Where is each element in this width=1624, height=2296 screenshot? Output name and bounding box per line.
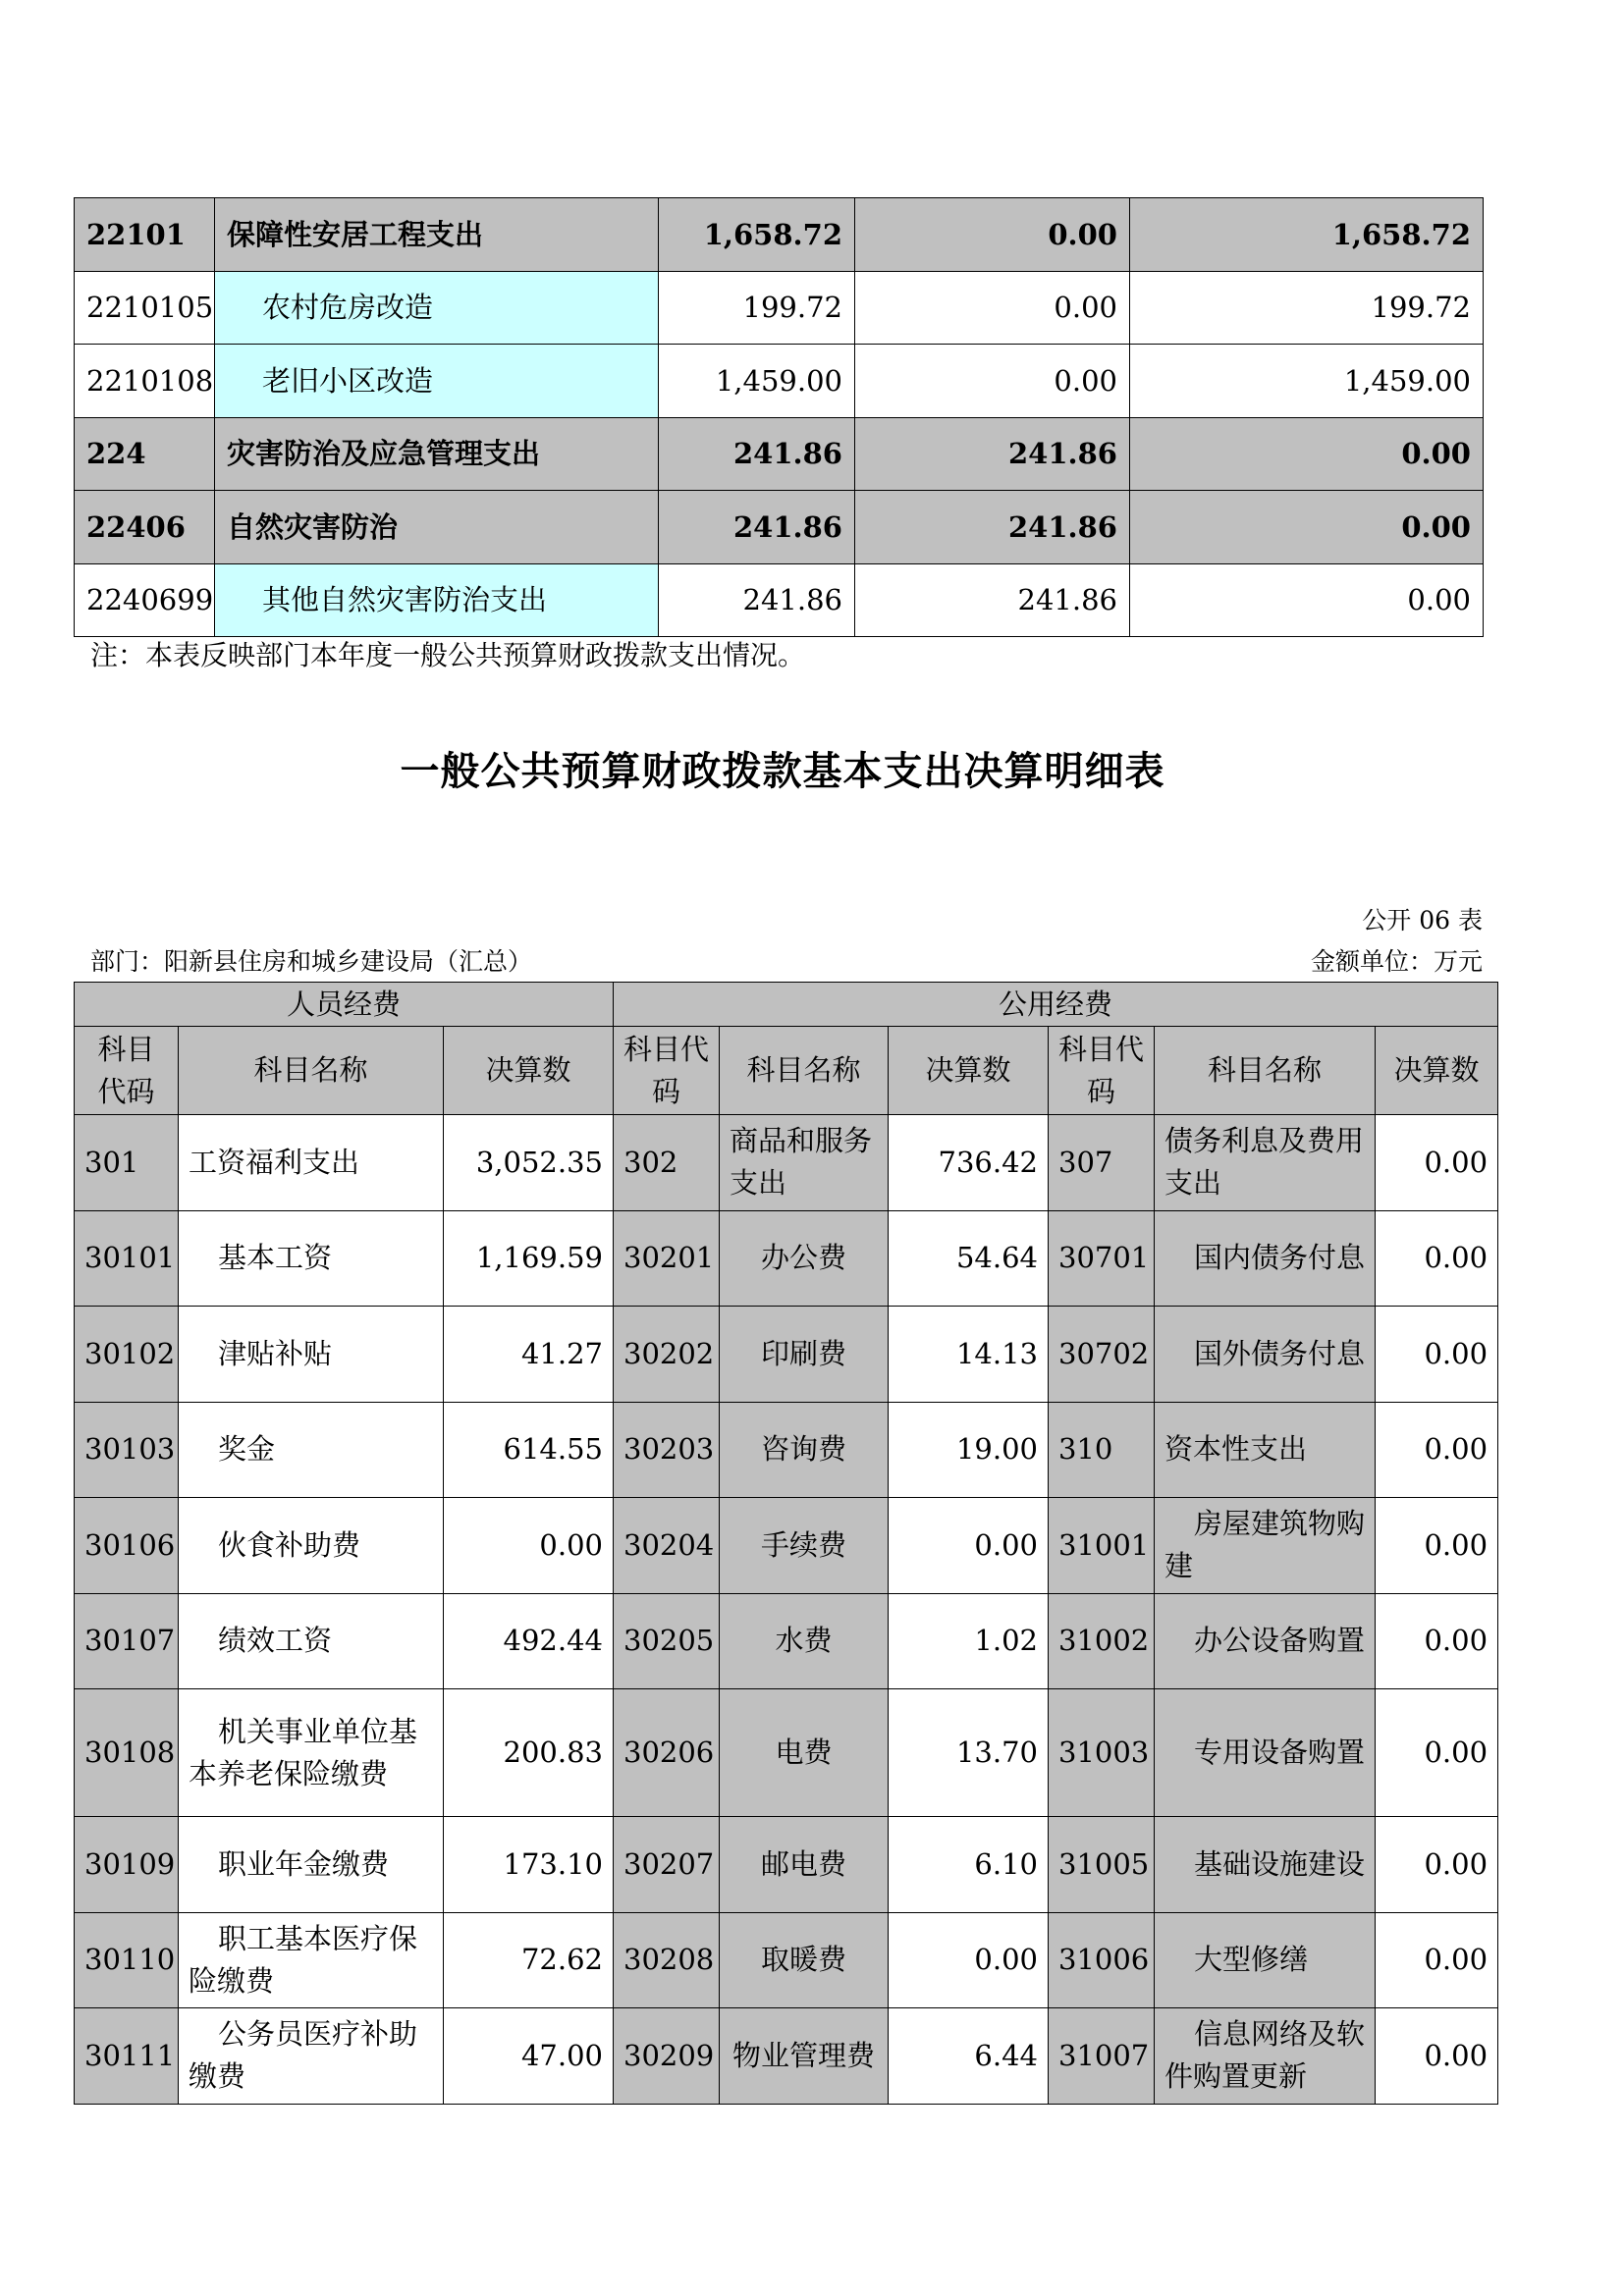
cell-amount: 492.44 xyxy=(444,1593,614,1689)
cell-amount: 0.00 xyxy=(1376,1498,1498,1594)
department-label: 部门：阳新县住房和城乡建设局（汇总） xyxy=(90,947,533,976)
table-note: 注：本表反映部门本年度一般公共预算财政拨款支出情况。 xyxy=(90,639,806,671)
group-header-public: 公用经费 xyxy=(614,983,1498,1027)
cell-code: 224 xyxy=(75,417,215,491)
cell-name: 津贴补贴 xyxy=(179,1307,444,1403)
cell-amount: 1,169.59 xyxy=(444,1210,614,1307)
cell-name: 手续费 xyxy=(720,1498,889,1594)
col-header-name: 科目名称 xyxy=(720,1027,889,1115)
cell-name: 邮电费 xyxy=(720,1817,889,1913)
table-row xyxy=(75,491,1484,564)
cell-code: 30207 xyxy=(614,1817,720,1913)
cell-name: 取暖费 xyxy=(720,1912,889,2008)
table-number: 公开 06 表 xyxy=(1362,906,1483,934)
cell-amount: 736.42 xyxy=(889,1115,1049,1211)
cell-total: 241.86 xyxy=(659,491,855,564)
cell-amount: 54.64 xyxy=(889,1210,1049,1307)
cell-basic: 0.00 xyxy=(855,198,1130,272)
cell-name: 国内债务付息 xyxy=(1155,1210,1376,1307)
cell-code: 31007 xyxy=(1049,2008,1155,2105)
table-row xyxy=(75,1912,1498,2008)
cell-amount: 72.62 xyxy=(444,1912,614,2008)
cell-code: 31002 xyxy=(1049,1593,1155,1689)
cell-amount: 0.00 xyxy=(1376,1402,1498,1498)
cell-code: 31001 xyxy=(1049,1498,1155,1594)
cell-total: 241.86 xyxy=(659,563,855,637)
cell-code: 30110 xyxy=(75,1912,179,2008)
col-header-code: 科目代码 xyxy=(75,1027,179,1115)
cell-code: 31005 xyxy=(1049,1817,1155,1913)
cell-total: 199.72 xyxy=(659,271,855,345)
cell-code: 2210105 xyxy=(75,271,215,345)
col-header-amount: 决算数 xyxy=(889,1027,1049,1115)
cell-name: 奖金 xyxy=(179,1402,444,1498)
cell-amount: 614.55 xyxy=(444,1402,614,1498)
cell-amount: 0.00 xyxy=(1376,1593,1498,1689)
cell-name: 自然灾害防治 xyxy=(215,491,659,564)
cell-code: 307 xyxy=(1049,1115,1155,1211)
cell-name: 农村危房改造 xyxy=(215,271,659,345)
cell-code: 22406 xyxy=(75,491,215,564)
cell-code: 30208 xyxy=(614,1912,720,2008)
cell-amount: 13.70 xyxy=(889,1689,1049,1817)
cell-amount: 6.44 xyxy=(889,2008,1049,2105)
cell-amount: 0.00 xyxy=(1376,1307,1498,1403)
cell-amount: 47.00 xyxy=(444,2008,614,2105)
cell-name: 专用设备购置 xyxy=(1155,1689,1376,1817)
col-header-code: 科目代码 xyxy=(1049,1027,1155,1115)
cell-amount: 3,052.35 xyxy=(444,1115,614,1211)
cell-name: 印刷费 xyxy=(720,1307,889,1403)
table-row xyxy=(75,1402,1498,1498)
cell-code: 302 xyxy=(614,1115,720,1211)
cell-code: 30102 xyxy=(75,1307,179,1403)
cell-name: 基础设施建设 xyxy=(1155,1817,1376,1913)
table-row xyxy=(75,345,1484,418)
cell-amount: 14.13 xyxy=(889,1307,1049,1403)
cell-name: 机关事业单位基本养老保险缴费 xyxy=(179,1689,444,1817)
cell-code: 30101 xyxy=(75,1210,179,1307)
cell-project: 0.00 xyxy=(1130,417,1484,491)
cell-code: 30202 xyxy=(614,1307,720,1403)
expenditure-summary-table xyxy=(74,197,1484,637)
cell-code: 30107 xyxy=(75,1593,179,1689)
cell-amount: 0.00 xyxy=(1376,1817,1498,1913)
cell-name: 绩效工资 xyxy=(179,1593,444,1689)
cell-name: 咨询费 xyxy=(720,1402,889,1498)
cell-code: 30702 xyxy=(1049,1307,1155,1403)
table-row xyxy=(75,1593,1498,1689)
cell-code: 301 xyxy=(75,1115,179,1211)
cell-name: 房屋建筑物购建 xyxy=(1155,1498,1376,1594)
table-row xyxy=(75,417,1484,491)
cell-name: 保障性安居工程支出 xyxy=(215,198,659,272)
cell-basic: 0.00 xyxy=(855,345,1130,418)
col-header-amount: 决算数 xyxy=(1376,1027,1498,1115)
cell-basic: 241.86 xyxy=(855,563,1130,637)
cell-project: 0.00 xyxy=(1130,491,1484,564)
cell-amount: 0.00 xyxy=(1376,1210,1498,1307)
cell-name: 信息网络及软件购置更新 xyxy=(1155,2008,1376,2105)
cell-project: 0.00 xyxy=(1130,563,1484,637)
cell-amount: 200.83 xyxy=(444,1689,614,1817)
cell-basic: 0.00 xyxy=(855,271,1130,345)
cell-name: 伙食补助费 xyxy=(179,1498,444,1594)
cell-amount: 0.00 xyxy=(1376,1912,1498,2008)
cell-code: 30108 xyxy=(75,1689,179,1817)
table-row xyxy=(75,198,1484,272)
cell-name: 灾害防治及应急管理支出 xyxy=(215,417,659,491)
cell-project: 1,459.00 xyxy=(1130,345,1484,418)
cell-code: 31003 xyxy=(1049,1689,1155,1817)
cell-name: 资本性支出 xyxy=(1155,1402,1376,1498)
cell-name: 老旧小区改造 xyxy=(215,345,659,418)
cell-code: 310 xyxy=(1049,1402,1155,1498)
cell-code: 30201 xyxy=(614,1210,720,1307)
cell-amount: 0.00 xyxy=(1376,2008,1498,2105)
basic-expenditure-detail-table xyxy=(74,982,1498,2105)
cell-total: 241.86 xyxy=(659,417,855,491)
amount-unit-label: 金额单位：万元 xyxy=(1310,947,1483,976)
cell-name: 职工基本医疗保险缴费 xyxy=(179,1912,444,2008)
cell-name: 电费 xyxy=(720,1689,889,1817)
cell-code: 30203 xyxy=(614,1402,720,1498)
section-title: 一般公共预算财政拨款基本支出决算明细表 xyxy=(400,749,1165,794)
cell-basic: 241.86 xyxy=(855,491,1130,564)
cell-code: 30111 xyxy=(75,2008,179,2105)
cell-total: 1,459.00 xyxy=(659,345,855,418)
cell-code: 2240699 xyxy=(75,563,215,637)
cell-name: 其他自然灾害防治支出 xyxy=(215,563,659,637)
cell-name: 物业管理费 xyxy=(720,2008,889,2105)
table-row xyxy=(75,1307,1498,1403)
cell-code: 30205 xyxy=(614,1593,720,1689)
cell-amount: 173.10 xyxy=(444,1817,614,1913)
cell-project: 199.72 xyxy=(1130,271,1484,345)
cell-name: 水费 xyxy=(720,1593,889,1689)
cell-name: 商品和服务支出 xyxy=(720,1115,889,1211)
cell-code: 30103 xyxy=(75,1402,179,1498)
col-header-name: 科目名称 xyxy=(179,1027,444,1115)
cell-basic: 241.86 xyxy=(855,417,1130,491)
cell-name: 基本工资 xyxy=(179,1210,444,1307)
cell-code: 30206 xyxy=(614,1689,720,1817)
table-row xyxy=(75,1689,1498,1817)
table-row xyxy=(75,1817,1498,1913)
cell-code: 2210108 xyxy=(75,345,215,418)
cell-code: 30209 xyxy=(614,2008,720,2105)
cell-amount: 0.00 xyxy=(889,1498,1049,1594)
cell-name: 国外债务付息 xyxy=(1155,1307,1376,1403)
col-header-name: 科目名称 xyxy=(1155,1027,1376,1115)
col-header-code: 科目代码 xyxy=(614,1027,720,1115)
cell-name: 公务员医疗补助缴费 xyxy=(179,2008,444,2105)
table-row xyxy=(75,1498,1498,1594)
table-row xyxy=(75,2008,1498,2105)
cell-name: 债务利息及费用支出 xyxy=(1155,1115,1376,1211)
cell-amount: 0.00 xyxy=(1376,1689,1498,1817)
table-row xyxy=(75,563,1484,637)
cell-code: 30701 xyxy=(1049,1210,1155,1307)
cell-amount: 19.00 xyxy=(889,1402,1049,1498)
table-row xyxy=(75,1210,1498,1307)
cell-amount: 0.00 xyxy=(444,1498,614,1594)
group-header-personnel: 人员经费 xyxy=(75,983,614,1027)
cell-total: 1,658.72 xyxy=(659,198,855,272)
cell-name: 职业年金缴费 xyxy=(179,1817,444,1913)
table-row xyxy=(75,271,1484,345)
cell-amount: 0.00 xyxy=(889,1912,1049,2008)
col-header-amount: 决算数 xyxy=(444,1027,614,1115)
cell-name: 大型修缮 xyxy=(1155,1912,1376,2008)
cell-amount: 41.27 xyxy=(444,1307,614,1403)
cell-code: 30204 xyxy=(614,1498,720,1594)
cell-code: 22101 xyxy=(75,198,215,272)
cell-project: 1,658.72 xyxy=(1130,198,1484,272)
cell-code: 30109 xyxy=(75,1817,179,1913)
cell-amount: 6.10 xyxy=(889,1817,1049,1913)
cell-amount: 0.00 xyxy=(1376,1115,1498,1211)
table-row xyxy=(75,1115,1498,1211)
cell-code: 30106 xyxy=(75,1498,179,1594)
cell-name: 办公费 xyxy=(720,1210,889,1307)
cell-name: 办公设备购置 xyxy=(1155,1593,1376,1689)
cell-amount: 1.02 xyxy=(889,1593,1049,1689)
cell-name: 工资福利支出 xyxy=(179,1115,444,1211)
cell-code: 31006 xyxy=(1049,1912,1155,2008)
